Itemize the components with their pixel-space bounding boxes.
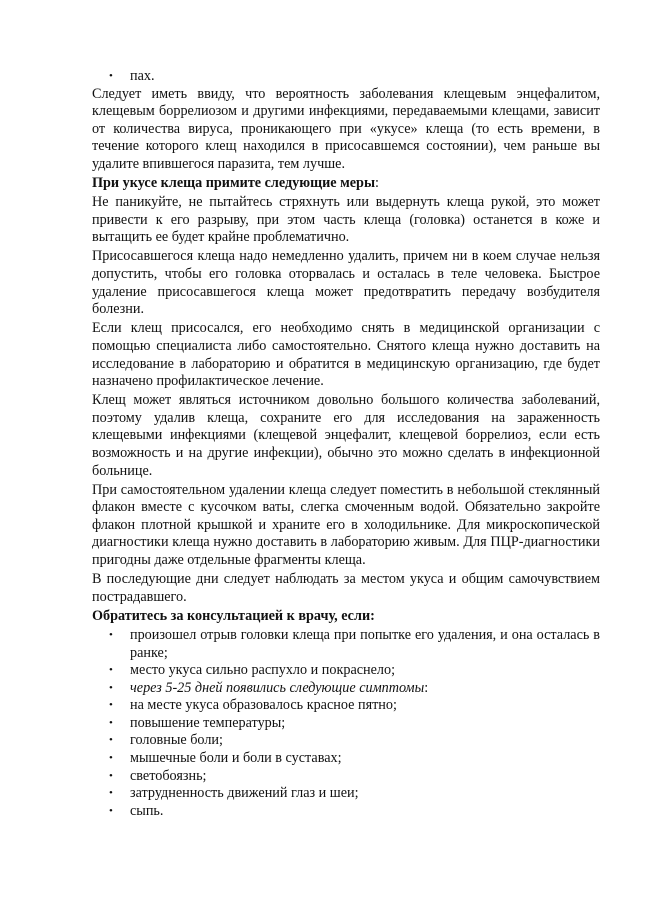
heading-measures-colon: : xyxy=(375,175,379,192)
list-item-text: мышечные боли и боли в суставах; xyxy=(130,750,342,767)
list-item-text: повышение температуры; xyxy=(130,714,286,731)
heading-consult-doctor: Обратитесь за консультацией к врачу, если: xyxy=(92,607,375,624)
bullet-glyph: • xyxy=(109,804,113,817)
bullet-glyph: • xyxy=(109,628,113,641)
doctor-conditions-list xyxy=(92,627,600,821)
bullet-glyph: • xyxy=(109,734,113,747)
list-item-text: через 5-25 дней появились следующие симптомы xyxy=(130,679,425,696)
list-item xyxy=(92,627,600,662)
list-item-text: сыпь. xyxy=(130,802,164,819)
bullet-glyph: • xyxy=(109,787,113,800)
list-item xyxy=(92,768,600,786)
previous-list-tail xyxy=(92,68,600,86)
list-item xyxy=(92,750,600,768)
list-item xyxy=(92,785,600,803)
paragraph-self-removal: При самостоятельном удалении клеща следует поместить в небольшой стеклянный флакон вместе с кусочком ваты, слегка смоченным водой. Обязательно закройте флакон плотной крышкой и храните его в холодильнике. Для микроскопической диагностики клеща нужно доставить в лабораторию живым. Для ПЦР-диагностики пригодны даже отдельные фрагменты клеща. xyxy=(92,481,600,569)
list-item xyxy=(92,680,600,698)
list-item xyxy=(92,715,600,733)
list-item xyxy=(92,68,600,86)
list-item-text: на месте укуса образовалось красное пятно; xyxy=(130,697,397,714)
heading-measures-text: При укусе клеща примите следующие меры xyxy=(92,175,376,192)
list-item xyxy=(92,732,600,750)
list-item-text: пах. xyxy=(130,68,155,84)
paragraph-medical-removal: Если клещ присосался, его необходимо снять в медицинской организации с помощью специалиста либо самостоятельно. Снятого клеща нужно доставить на исследование в лабораторию и обратится в медицинскую организацию, где будет назначено профилактическое лечение. xyxy=(92,320,600,390)
bullet-glyph: • xyxy=(109,716,113,729)
document-body xyxy=(92,68,600,820)
bullet-glyph: • xyxy=(109,70,113,82)
list-item-text: место укуса сильно распухло и покраснело; xyxy=(130,662,396,679)
list-item xyxy=(92,803,600,821)
list-item-text: затрудненность движений глаз и шеи; xyxy=(130,785,359,802)
bullet-glyph: • xyxy=(109,664,113,677)
paragraph-observation: В последующие дни следует наблюдать за местом укуса и общим самочувствием пострадавшего. xyxy=(92,571,600,605)
bullet-glyph: • xyxy=(109,752,113,765)
paragraph-remove-tick: Присосавшегося клеща надо немедленно удалить, причем ни в коем случае нельзя допустить, чтобы его головка оторвалась и осталась в теле человека. Быстрое удаление присосавшегося клеща может предотвратить передачу возбудителя болезни. xyxy=(92,248,600,318)
heading-measures xyxy=(92,175,600,193)
bullet-glyph: • xyxy=(109,681,113,694)
list-item-text: произошел отрыв головки клеща при попытке его удаления, и она осталась в ранке; xyxy=(130,626,600,661)
list-item-suffix: : xyxy=(424,679,429,696)
paragraph-no-panic: Не паникуйте, не пытайтесь стряхнуть или выдернуть клеща рукой, это может привести к его разрыву, при этом часть клеща (головка) останется в коже и вытащить ее будет крайне проблематично. xyxy=(92,194,600,246)
list-item-text: светобоязнь; xyxy=(130,767,207,784)
list-item xyxy=(92,697,600,715)
paragraph-probability: Следует иметь ввиду, что вероятность заболевания клещевым энцефалитом, клещевым боррелиозом и другими инфекциями, передаваемыми клещами, зависит от количества вируса, проникающего при «укусе» клеща (то есть времени, в течение которого клещ находился в присосавшемся состоянии), чем раньше вы удалите впившегося паразита, тем лучше. xyxy=(92,85,600,172)
bullet-glyph: • xyxy=(109,769,113,782)
paragraph-tick-testing: Клещ может являться источником довольно большого количества заболеваний, поэтому удалив клеща, сохраните его для исследования на зараженность клещевыми инфекциями (клещевой энцефалит, клещевой боррелиоз, если есть возможность и на другие инфекции), обычно это можно сделать в инфекционной больнице. xyxy=(92,392,600,479)
bullet-glyph: • xyxy=(109,699,113,712)
list-item-text: головные боли; xyxy=(130,732,223,749)
list-item xyxy=(92,662,600,680)
